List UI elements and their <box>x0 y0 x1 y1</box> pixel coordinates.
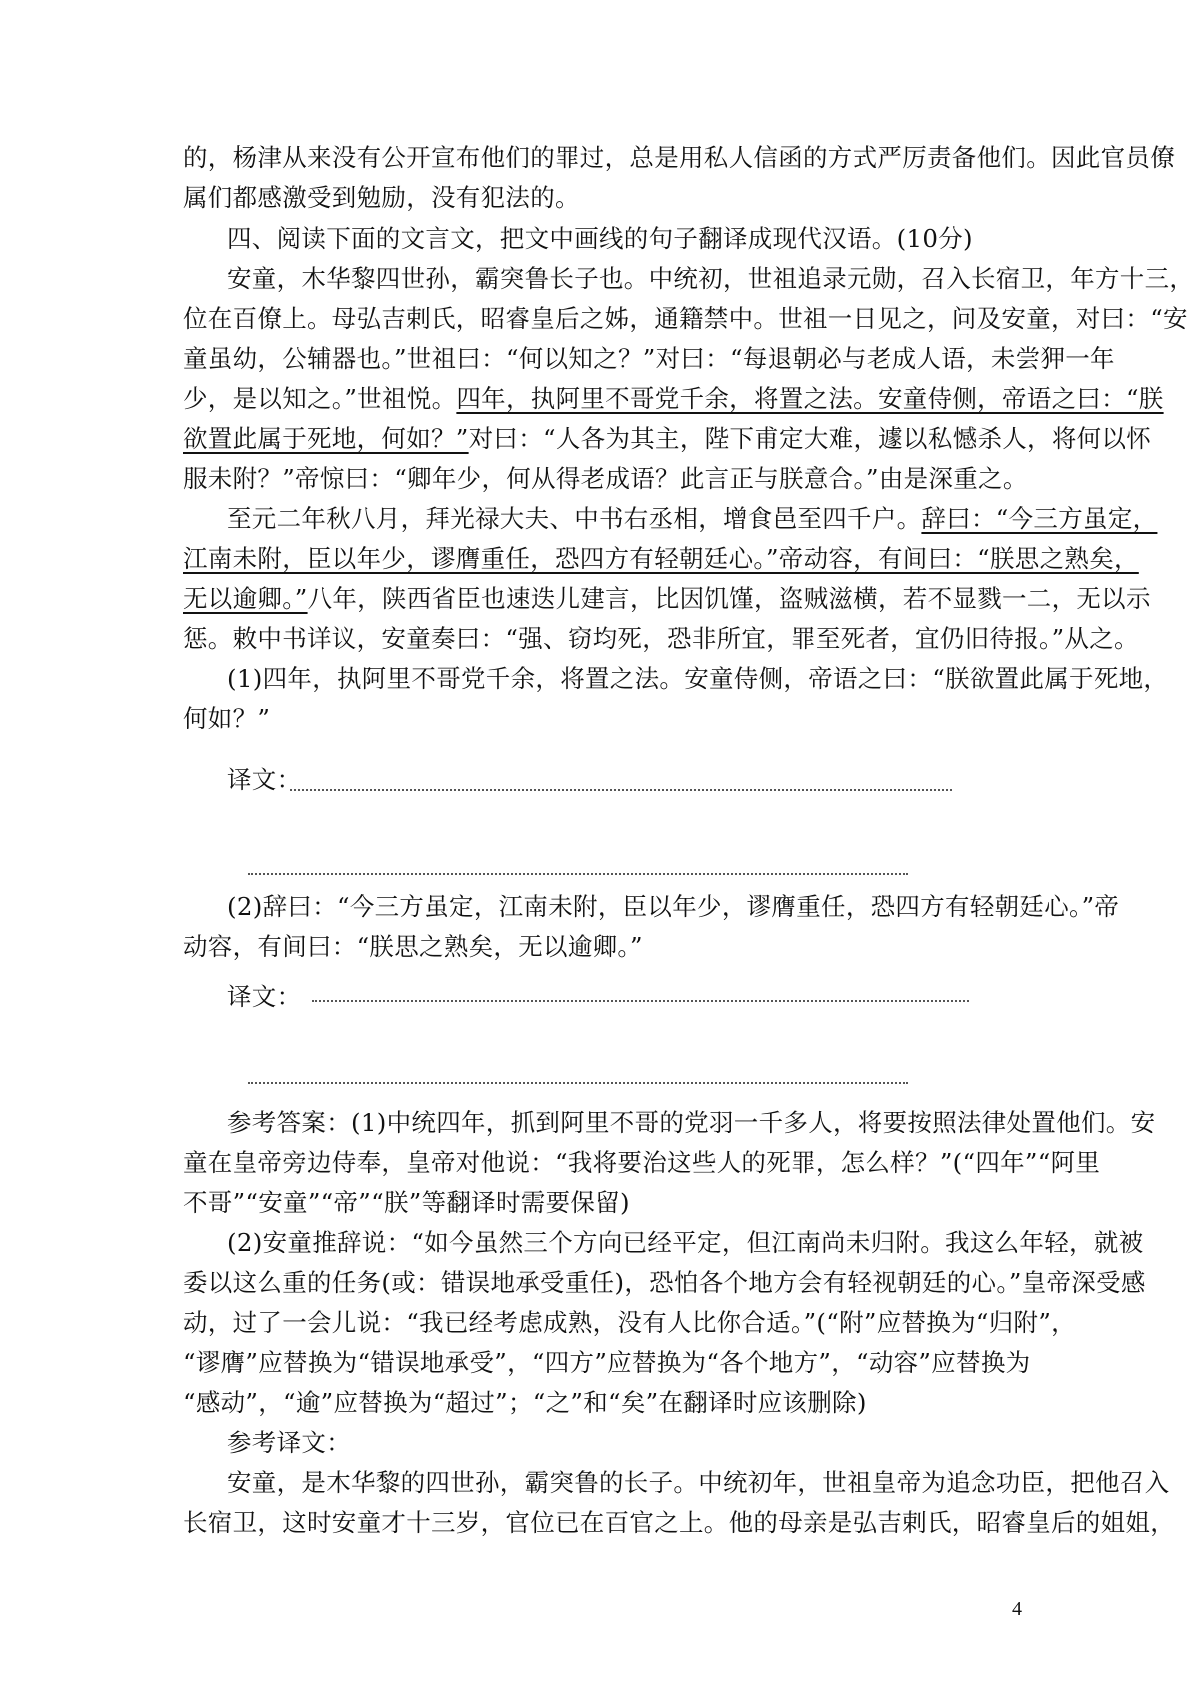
answer-blank-line[interactable] <box>290 789 952 791</box>
passage-text: 至元二年秋八月，拜光禄大夫、中书右丞相，增食邑至四千户。 <box>227 504 922 533</box>
passage-text: 对曰：“人各为其主，陛下甫定大难，遽以私憾杀人，将何以怀 <box>468 424 1152 453</box>
question-1-line: 何如？” <box>183 704 271 733</box>
answer-line: 不哥”“安童”“帝”“朕”等翻译时需要保留) <box>183 1188 630 1217</box>
passage-line: 惩。敕中书详议，安童奏曰：“强、窃均死，恐非所宜，罪至死者，宜仍旧待报。”从之。 <box>183 624 1139 653</box>
answer-line: 动，过了一会儿说：“我已经考虑成熟，没有人比你合适。”(“附”应替换为“归附”， <box>183 1308 1076 1337</box>
intro-line: 的，杨津从来没有公开宣布他们的罪过，总是用私人信函的方式严厉责备他们。因此官员僚 <box>183 143 1175 172</box>
ref-translation-line: 安童，是木华黎的四世孙，霸突鲁的长子。中统初年，世祖皇帝为追念功臣，把他召入 <box>227 1468 1170 1497</box>
answer-line: 委以这么重的任务(或：错误地承受重任)，恐怕各个地方会有轻视朝廷的心。”皇帝深受感 <box>183 1268 1146 1297</box>
passage-line: 安童，木华黎四世孙，霸突鲁长子也。中统初，世祖追录元勋，召入长宿卫，年方十三， <box>227 264 1195 293</box>
translation-label: 译文： <box>227 982 302 1011</box>
answer-blank-line[interactable] <box>248 1082 908 1084</box>
question-header: 四、阅读下面的文言文，把文中画线的句子翻译成现代汉语。(10分) <box>227 224 973 253</box>
passage-line <box>183 542 1139 576</box>
passage-line <box>183 582 1151 616</box>
passage-line: 位在百僚上。母弘吉剌氏，昭睿皇后之姊，通籍禁中。世祖一日见之，问及安童，对曰：“安 <box>183 304 1188 333</box>
passage-text: 八年，陕西省臣也速迭儿建言，比因饥馑，盗贼滋横，若不显戮一二，无以示 <box>307 584 1151 613</box>
question-2-line: (2)辞曰：“今三方虽定，江南未附，臣以年少，谬膺重任，恐四方有轻朝廷心。”帝 <box>227 892 1120 921</box>
question-2-line: 动容，有间曰：“朕思之熟矣，无以逾卿。” <box>183 932 643 961</box>
passage-line <box>183 382 1164 416</box>
answer-blank-line[interactable] <box>248 873 908 875</box>
intro-line: 属们都感激受到勉励，没有犯法的。 <box>183 183 580 212</box>
answer-line: 参考答案：(1)中统四年，抓到阿里不哥的党羽一千多人，将要按照法律处置他们。安 <box>227 1108 1156 1137</box>
answer-line: “感动”，“逾”应替换为“超过”；“之”和“矣”在翻译时应该删除) <box>183 1388 867 1417</box>
answer-line: “谬膺”应替换为“错误地承受”，“四方”应替换为“各个地方”，“动容”应替换为 <box>183 1348 1031 1377</box>
ref-translation-label: 参考译文： <box>227 1428 351 1457</box>
passage-line <box>183 422 1152 456</box>
passage-line: 童虽幼，公辅器也。”世祖曰：“何以知之？”对曰：“每退朝必与老成人语，未尝狎一年 <box>183 344 1115 373</box>
passage-line <box>227 502 1158 536</box>
page-number: 4 <box>1012 1598 1022 1620</box>
question-1-line: (1)四年，执阿里不哥党千余，将置之法。安童侍侧，帝语之曰：“朕欲置此属于死地， <box>227 664 1169 693</box>
answer-line: (2)安童推辞说：“如今虽然三个方向已经平定，但江南尚未归附。我这么年轻，就被 <box>227 1228 1144 1257</box>
underlined-sentence: 辞曰：“今三方虽定， <box>921 504 1158 533</box>
underlined-sentence: 欲置此属于死地，何如？” <box>183 424 469 453</box>
translation-label: 译文： <box>227 765 302 794</box>
underlined-sentence: 江南未附，臣以年少，谬膺重任，恐四方有轻朝廷心。”帝动容，有间曰：“朕思之熟矣， <box>183 544 1139 573</box>
passage-text: 少，是以知之。”世祖悦。 <box>183 384 457 413</box>
ref-translation-line: 长宿卫，这时安童才十三岁，官位已在百官之上。他的母亲是弘吉剌氏，昭睿皇后的姐姐， <box>183 1508 1175 1537</box>
answer-blank-line[interactable] <box>312 1000 969 1002</box>
underlined-sentence: 四年，执阿里不哥党千余，将置之法。安童侍侧，帝语之曰：“朕 <box>456 384 1164 413</box>
answer-line: 童在皇帝旁边侍奉，皇帝对他说：“我将要治这些人的死罪，怎么样？”(“四年”“阿里 <box>183 1148 1101 1177</box>
passage-line: 服未附？”帝惊曰：“卿年少，何从得老成语？此言正与朕意合。”由是深重之。 <box>183 464 1028 493</box>
underlined-sentence: 无以逾卿。” <box>183 584 308 613</box>
